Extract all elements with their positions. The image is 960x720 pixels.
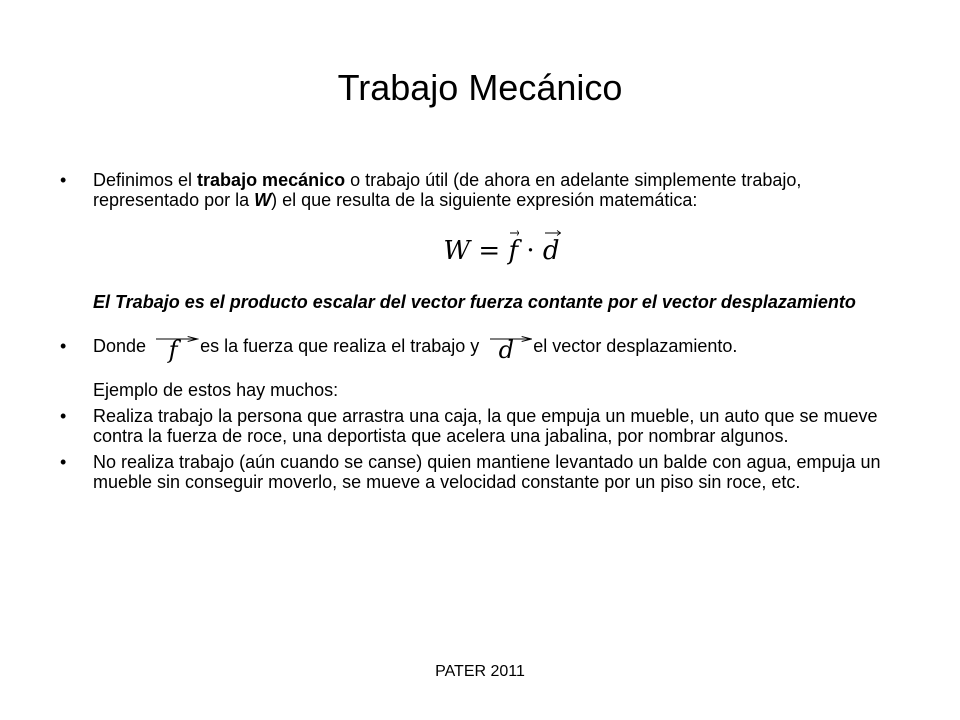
definition-text-after: ) el que resulta de la siguiente expresión matemática: <box>271 190 698 210</box>
bullet-item-definition <box>60 170 910 210</box>
formula-dot: · <box>526 236 535 266</box>
bullet-dot: • <box>60 336 67 356</box>
does-work-text: Realiza trabajo la persona que arrastra una caja, la que empuja un mueble, un auto que se mueve contra la fuerza de roce, una deportista que acelera una jabalina, por nombrar algunos. <box>93 406 878 446</box>
definition-note: El Trabajo es el producto escalar del vector fuerza contante por el vector desplazamiento <box>93 292 856 312</box>
bullet-dot: • <box>60 406 67 426</box>
definition-work-symbol: W <box>254 190 272 210</box>
formula-displacement-symbol: d <box>542 236 560 266</box>
work-formula <box>60 232 910 266</box>
definition-text-middle: o trabajo útil (de ahora en adelante simplemente trabajo, representado por la <box>93 170 802 210</box>
vector-arrow-icon <box>156 336 198 342</box>
where-text-before: Donde <box>93 336 147 356</box>
slide-title: Trabajo Mecánico <box>337 67 623 108</box>
bullet-item-does-work <box>60 406 910 446</box>
formula-equals: = <box>478 236 501 266</box>
formula-lhs: W <box>443 236 471 266</box>
bullet-item-where <box>60 336 910 364</box>
where-force-vector <box>151 336 195 364</box>
vector-arrow-icon <box>545 230 561 236</box>
where-displacement-vector <box>484 336 528 364</box>
vector-arrow-icon <box>490 336 532 342</box>
formula-displacement-vector <box>543 232 560 266</box>
formula-force-symbol: f <box>508 236 519 266</box>
where-displacement-symbol: d <box>498 336 514 364</box>
slide-footer: PATER 2011 <box>435 663 525 680</box>
bullet-dot: • <box>60 170 67 190</box>
bullet-item-no-work <box>60 452 910 492</box>
slide-content <box>60 170 910 492</box>
definition-bold-term: trabajo mecánico <box>197 170 346 190</box>
definition-text-before: Definimos el <box>93 170 198 190</box>
no-work-text: No realiza trabajo (aún cuando se canse) quien mantiene levantado un balde con agua, empuja un mueble sin conseguir moverlo, se mueve a velocidad constante por un piso sin roce, etc. <box>93 452 881 492</box>
formula-force-vector <box>508 232 518 266</box>
where-text-middle: es la fuerza que realiza el trabajo y <box>200 336 480 356</box>
example-intro: Ejemplo de estos hay muchos: <box>93 380 339 400</box>
where-force-symbol: f <box>168 336 178 364</box>
where-text-after: el vector desplazamiento. <box>533 336 738 356</box>
vector-arrow-icon <box>510 230 519 236</box>
bullet-dot: • <box>60 452 67 472</box>
